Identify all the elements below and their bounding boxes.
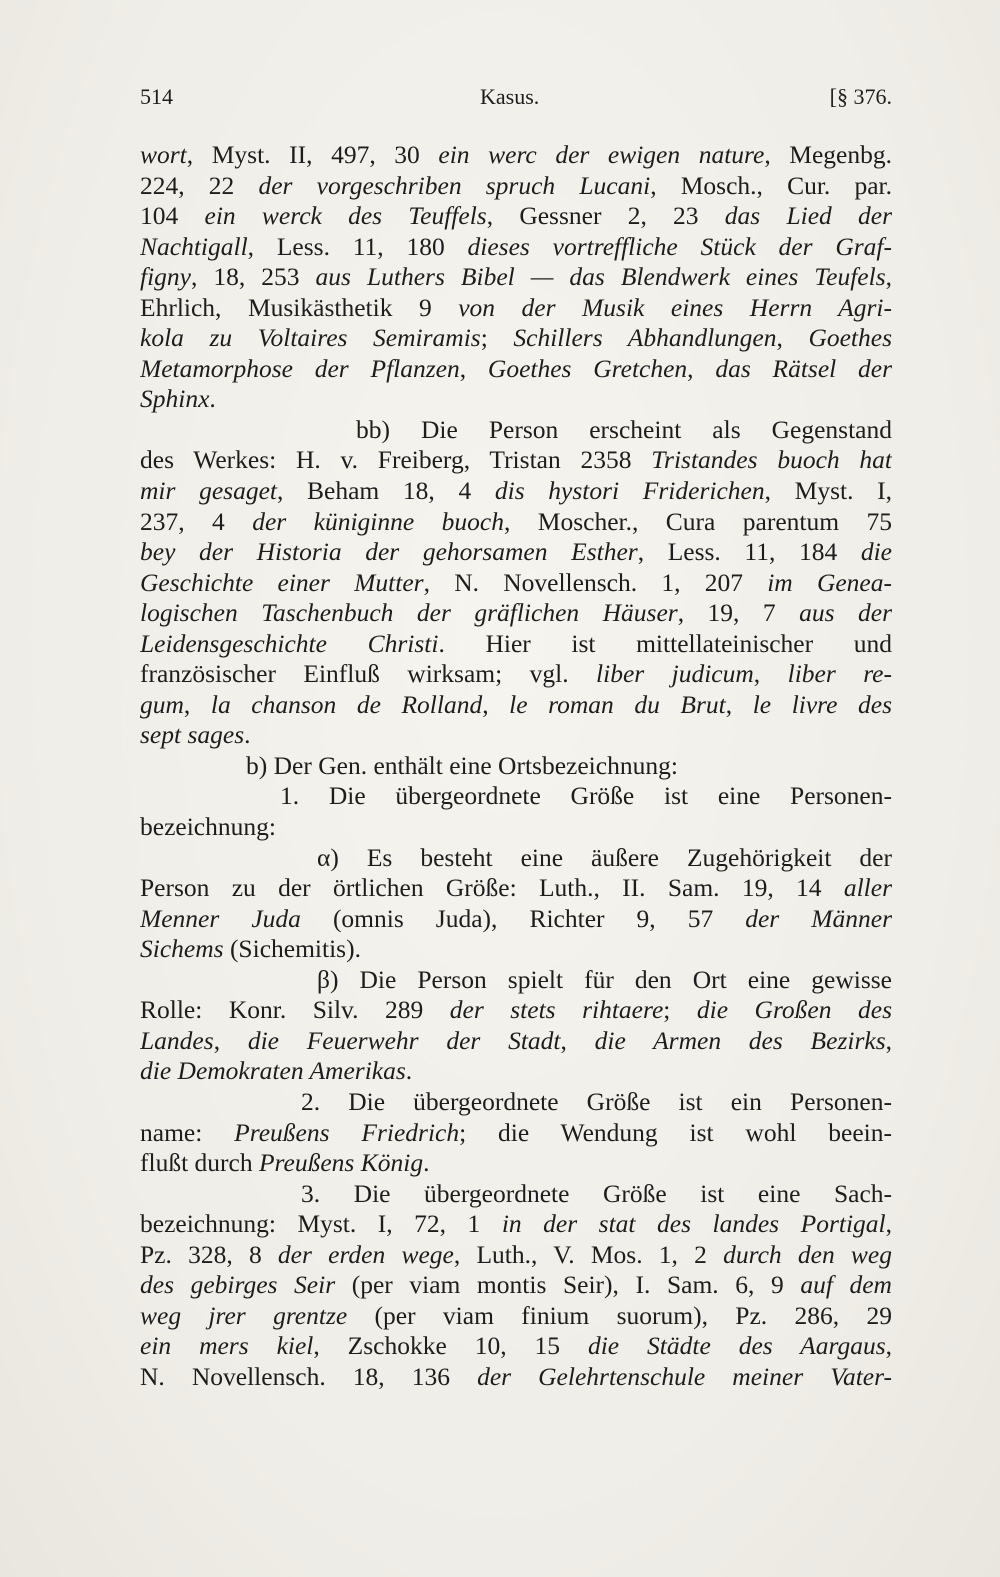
text-line: gum, la chanson de Rolland, le roman du Brut, le livre des (140, 689, 892, 719)
text-line: französischer Einfluß wirksam; vgl. liber judicum, liber re- (140, 659, 892, 689)
text-line: 3. Die übergeordnete Größe ist eine Sach- (301, 1178, 892, 1208)
text-line: Landes, die Feuerwehr der Stadt, die Armen des Bezirks, (140, 1025, 892, 1055)
text-line: logischen Taschenbuch der gräflichen Häuser, 19, 7 aus der (140, 598, 892, 628)
text-line: des Werkes: H. v. Freiberg, Tristan 2358 Tristandes buoch hat (140, 445, 892, 475)
text-line: bezeichnung: (140, 812, 276, 842)
text-line: bezeichnung: Myst. I, 72, 1 in der stat des landes Portigal, (140, 1209, 892, 1239)
body-text (140, 140, 892, 1392)
text-line: 224, 22 der vorgeschriben spruch Lucani, Mosch., Cur. par. (140, 170, 892, 200)
text-line: α) Es besteht eine äußere Zugehörigkeit der (317, 842, 892, 872)
text-line: Geschichte einer Mutter, N. Novellensch. 1, 207 im Genea- (140, 567, 892, 597)
text-line: Pz. 328, 8 der erden wege, Luth., V. Mos. 1, 2 durch den weg (140, 1239, 892, 1269)
text-line: Sphinx. (140, 384, 216, 414)
text-line: name: Preußens Friedrich; die Wendung ist wohl beein- (140, 1117, 892, 1147)
text-line: sept sages. (140, 720, 251, 750)
text-line: bey der Historia der gehorsamen Esther, Less. 11, 184 die (140, 537, 892, 567)
page-header (140, 84, 892, 118)
text-line: flußt durch Preußens König. (140, 1148, 430, 1178)
text-line: wort, Myst. II, 497, 30 ein werc der ewigen nature, Megenbg. (140, 140, 892, 169)
text-line: 104 ein werck des Teuffels, Gessner 2, 23 das Lied der (140, 201, 892, 231)
text-line: 237, 4 der küniginne buoch, Moscher., Cura parentum 75 (140, 506, 892, 536)
text-line: bb) Die Person erscheint als Gegenstand (356, 414, 892, 444)
text-line: 1. Die übergeordnete Größe ist eine Personen- (280, 781, 892, 811)
text-line: Rolle: Konr. Silv. 289 der stets rihtaere; die Großen des (140, 995, 892, 1025)
text-line: weg jrer grentze (per viam finium suorum), Pz. 286, 29 (140, 1300, 892, 1330)
text-line: 2. Die übergeordnete Größe ist ein Personen- (301, 1086, 892, 1116)
text-line: mir gesaget, Beham 18, 4 dis hystori Friderichen, Myst. I, (140, 476, 892, 506)
text-line: b) Der Gen. enthält eine Ortsbezeichnung: (246, 750, 678, 780)
text-line: Ehrlich, Musikästhetik 9 von der Musik eines Herrn Agri- (140, 292, 892, 322)
text-line: des gebirges Seir (per viam montis Seir), I. Sam. 6, 9 auf dem (140, 1270, 892, 1300)
text-line: die Demokraten Amerikas. (140, 1056, 413, 1086)
text-line: Menner Juda (omnis Juda), Richter 9, 57 der Männer (140, 903, 892, 933)
text-line: figny, 18, 253 aus Luthers Bibel — das Blendwerk eines Teufels, (140, 262, 892, 292)
text-line: β) Die Person spielt für den Ort eine gewisse (317, 964, 892, 994)
text-line: ein mers kiel, Zschokke 10, 15 die Städte des Aargaus, (140, 1331, 892, 1361)
text-line: Nachtigall, Less. 11, 180 dieses vortreffliche Stück der Graf- (140, 231, 892, 261)
running-title: Kasus. (480, 84, 540, 109)
text-line: Metamorphose der Pflanzen, Goethes Gretchen, das Rätsel der (140, 353, 892, 383)
text-line: N. Novellensch. 18, 136 der Gelehrtenschule meiner Vater- (140, 1361, 892, 1391)
section-number: [§ 376. (829, 84, 892, 109)
text-line: Person zu der örtlichen Größe: Luth., II. Sam. 19, 14 aller (140, 873, 892, 903)
text-line: Sichems (Sichemitis). (140, 934, 361, 964)
page-number: 514 (140, 84, 173, 109)
text-line: kola zu Voltaires Semiramis; Schillers Abhandlungen, Goethes (140, 323, 892, 353)
text-line: Leidensgeschichte Christi. Hier ist mittellateinischer und (140, 628, 892, 658)
